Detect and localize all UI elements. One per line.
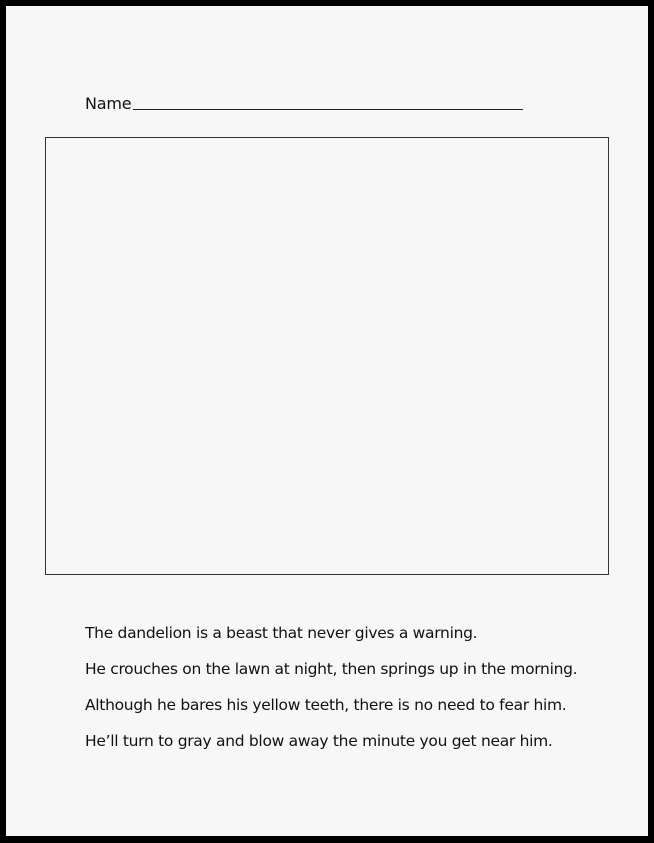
name-field xyxy=(85,86,523,114)
worksheet-page xyxy=(6,6,648,836)
poem xyxy=(85,618,625,762)
poem-line-3: Although he bares his yellow teeth, there is no need to fear him. xyxy=(85,696,567,714)
name-write-line xyxy=(133,109,523,110)
poem-line-4: He’ll turn to gray and blow away the minute you get near him. xyxy=(85,732,553,750)
poem-line-2: He crouches on the lawn at night, then springs up in the morning. xyxy=(85,660,578,678)
drawing-box xyxy=(45,137,609,575)
poem-line-1: The dandelion is a beast that never gives a warning. xyxy=(85,624,478,642)
name-label: Name xyxy=(85,94,132,113)
